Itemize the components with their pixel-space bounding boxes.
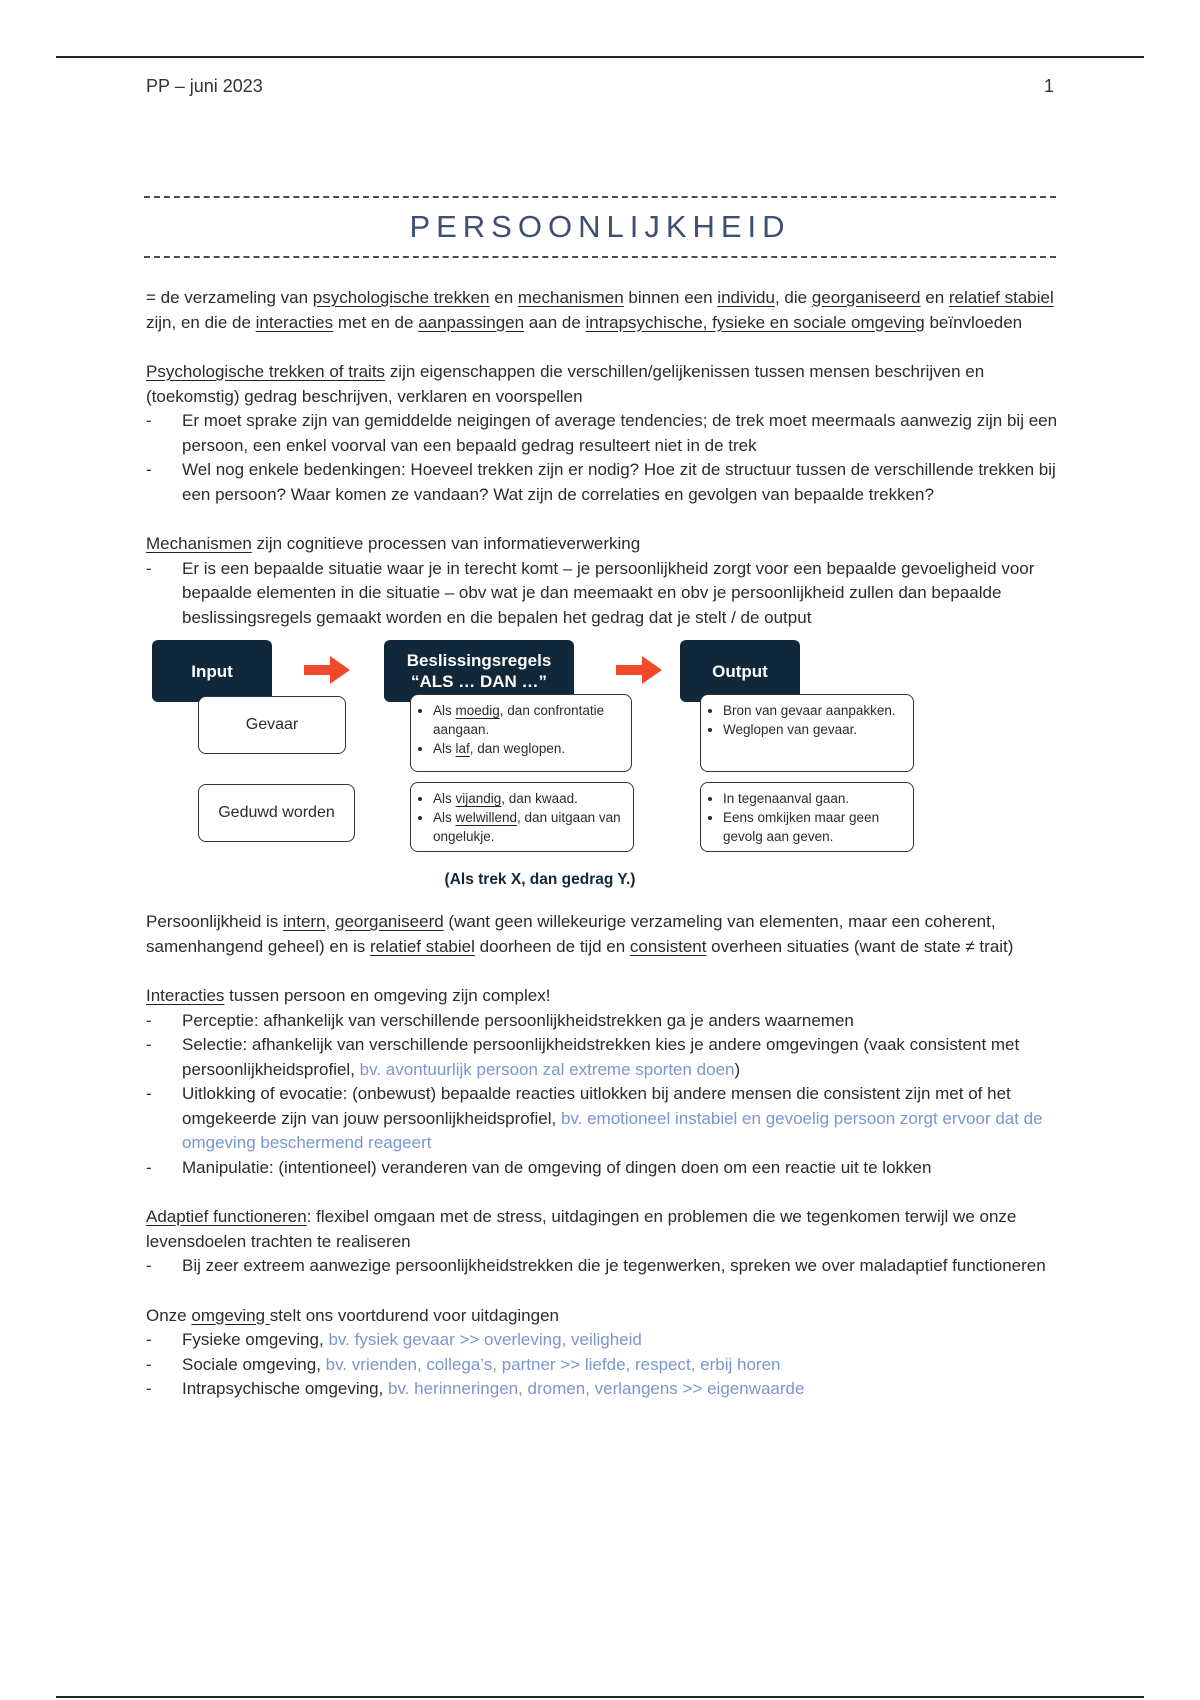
- header-left: PP – juni 2023: [146, 76, 263, 96]
- text: Persoonlijkheid is: [146, 912, 284, 931]
- text: , dan kwaad.: [501, 791, 578, 806]
- title-box: [144, 196, 1056, 258]
- input-box-geduwd: Geduwd worden: [198, 784, 355, 842]
- mechanisms-section: [146, 532, 1058, 630]
- list-item: - Manipulatie: (intentioneel) veranderen van de omgeving of dingen doen om een reactie uit te lokken: [146, 1156, 1058, 1181]
- adaptive-text: : flexibel omgaan met de stress, uitdagingen en problemen die we tegenkomen terwijl we onze levensdoelen trachten te realiseren: [146, 1207, 1017, 1251]
- output-item: • In tegenaanval gaan.: [723, 789, 905, 808]
- list-item: [146, 1328, 1058, 1353]
- environment-term: omgeving: [191, 1305, 270, 1325]
- traits-term: Psychologische trekken of traits: [146, 362, 386, 381]
- text: Uitlokking of evocatie: (onbewust) bepaalde reacties uitlokken bij andere mensen die consistent zijn met of het omgekeerde zijn van jouw persoonlijkheidsprofiel,: [182, 1084, 1011, 1128]
- document-body: [146, 286, 1058, 1402]
- underlined-term: intrapsychische, fysieke en sociale omgeving: [585, 312, 925, 332]
- text: ,: [325, 912, 335, 931]
- rule-item: [433, 808, 625, 846]
- text: ): [734, 1059, 741, 1079]
- text: = de verzameling van: [146, 288, 313, 307]
- arrow-right-icon: [304, 656, 350, 684]
- list-item: - Er is een bepaalde situatie waar je in terecht komt – je persoonlijkheid zorgt voor een bepaalde gevoeligheid voor bepaalde elementen in die situatie – obv wat je dan meemaakt en obv je persoonlijkheid zullen dan bepaalde beslissingsregels gemaakt worden en die bepalen het gedrag dat je stelt / de output: [146, 557, 1058, 631]
- output-item: • Eens omkijken maar geen gevolg aan geven.: [723, 808, 905, 846]
- underlined-term: psychologische trekken: [312, 288, 490, 307]
- output-item: • Bron van gevaar aanpakken.: [723, 701, 905, 720]
- example-text: bv. fysiek gevaar >> overleving, veiligheid: [328, 1330, 642, 1349]
- environment-section: [146, 1304, 1058, 1402]
- page-title: PERSOONLIJKHEID: [409, 208, 791, 244]
- text: beïnvloeden: [924, 312, 1023, 332]
- environment-text: stelt ons voortdurend voor uitdagingen: [269, 1305, 559, 1325]
- mechanisms-text: zijn cognitieve processen van informatieverwerking: [251, 534, 641, 553]
- text: Onze: [146, 1305, 192, 1325]
- list-item: [146, 1082, 1058, 1156]
- list-item: - Bij zeer extreem aanwezige persoonlijkheidstrekken die je tegenwerken, spreken we over maladaptief functioneren: [146, 1254, 1058, 1279]
- input-box-gevaar: Gevaar: [198, 696, 346, 754]
- text: , dan confrontatie aangaan.: [433, 703, 605, 737]
- text: Als: [433, 741, 456, 756]
- underlined-term: individu: [717, 288, 775, 307]
- underlined-term: mechanismen: [517, 288, 624, 307]
- text: (want geen willekeurige verzameling van elementen, maar een coherent, samenhangend geheel) en is: [146, 912, 996, 956]
- trait-word: moedig: [455, 703, 500, 718]
- output-item: • Weglopen van gevaar.: [723, 720, 905, 739]
- list-item: - Wel nog enkele bedenkingen: Hoeveel trekken zijn er nodig? Hoe zit de structuur tussen de verschillende trekken bij een persoon? Waar komen ze vandaan? Wat zijn de correlaties en gevolgen van bepaalde trekken?: [146, 458, 1058, 507]
- personality-paragraph: [146, 910, 1058, 959]
- list-item: [146, 1033, 1058, 1082]
- adaptive-section: [146, 1205, 1058, 1279]
- mechanisms-term: Mechanismen: [146, 534, 252, 553]
- rule-item: [433, 701, 623, 739]
- rule-item: [433, 789, 625, 808]
- text: Sociale omgeving,: [182, 1354, 326, 1374]
- trait-word: vijandig: [455, 791, 502, 806]
- interactions-section: [146, 984, 1058, 1180]
- output-box-1: [700, 694, 914, 772]
- underlined-term: georganiseerd: [811, 288, 921, 307]
- top-rule: [56, 56, 1144, 58]
- text: Als: [433, 810, 456, 825]
- underlined-term: aanpassingen: [418, 312, 525, 332]
- rule-box-2: [410, 782, 634, 852]
- text: en: [489, 288, 518, 307]
- list-item: [146, 1353, 1058, 1378]
- rule-item: [433, 739, 623, 758]
- text: , dan weglopen.: [469, 741, 566, 756]
- trait-word: welwillend: [455, 810, 518, 825]
- text: en: [920, 288, 949, 307]
- trait-word: laf: [455, 741, 470, 756]
- list-item: - Er moet sprake zijn van gemiddelde neigingen of average tendencies; de trek moet meermaals aanwezig zijn bij een persoon, een enkel voorval van een bepaald gedrag resulteert niet in de trek: [146, 409, 1058, 458]
- decision-rules-diagram: [152, 636, 932, 892]
- text: Fysieke omgeving,: [182, 1330, 329, 1349]
- list-item: [146, 1377, 1058, 1402]
- underlined-term: interacties: [255, 312, 334, 332]
- text: Intrapsychische omgeving,: [182, 1379, 388, 1398]
- underlined-term: intern: [283, 912, 326, 931]
- underlined-term: relatief stabiel: [370, 936, 475, 956]
- text: doorheen de tijd en: [474, 936, 630, 956]
- example-text: bv. herinneringen, dromen, verlangens >> eigenwaarde: [388, 1379, 805, 1398]
- input-header: Input: [152, 640, 272, 702]
- text: binnen een: [623, 288, 718, 307]
- underlined-term: consistent: [629, 936, 707, 956]
- output-box-2: [700, 782, 914, 852]
- traits-section: [146, 360, 1058, 507]
- text: , die: [774, 288, 812, 307]
- traits-text: zijn eigenschappen die verschillen/gelijkenissen tussen mensen beschrijven en (toekomstig) gedrag beschrijven, verklaren en voorspellen: [146, 362, 985, 406]
- arrow-right-icon: [616, 656, 662, 684]
- text: overheen situaties (want de state ≠ trait): [706, 936, 1014, 956]
- text: Als: [433, 791, 456, 806]
- definition-paragraph: [146, 286, 1058, 335]
- adaptive-term: Adaptief functioneren: [146, 1207, 307, 1226]
- text: , dan uitgaan van ongelukje.: [433, 810, 621, 844]
- rules-header: [384, 640, 574, 702]
- underlined-term: georganiseerd: [335, 912, 444, 931]
- bottom-rule: [56, 1696, 1144, 1698]
- rules-header-line: Beslissingsregels: [406, 651, 552, 670]
- text: zijn, en die de: [146, 312, 256, 332]
- text: Als: [433, 703, 456, 718]
- rule-box-1: [410, 694, 632, 772]
- text: aan de: [524, 312, 586, 332]
- example-text: bv. emotioneel instabiel en gevoelig persoon zorgt ervoor dat de omgeving beschermend reageert: [182, 1108, 1043, 1152]
- text: met en de: [333, 312, 419, 332]
- underlined-term: relatief stabiel: [948, 288, 1054, 307]
- page-number: 1: [1043, 76, 1054, 96]
- diagram-caption: (Als trek X, dan gedrag Y.): [444, 871, 636, 888]
- list-item: - Perceptie: afhankelijk van verschillende persoonlijkheidstrekken ga je anders waarnemen: [146, 1009, 1058, 1034]
- output-header: Output: [680, 640, 800, 702]
- interactions-term: Interacties: [146, 986, 225, 1005]
- text: Selectie: afhankelijk van verschillende persoonlijkheidstrekken kies je andere omgevingen (vaak consistent met persoonlijkheidsprofiel,: [182, 1035, 1020, 1079]
- rules-header-line: “ALS … DAN …”: [411, 672, 547, 691]
- example-text: bv. vrienden, collega’s, partner >> liefde, respect, erbij horen: [325, 1354, 781, 1374]
- example-text: bv. avontuurlijk persoon zal extreme sporten doen: [359, 1059, 735, 1079]
- interactions-text: tussen persoon en omgeving zijn complex!: [224, 986, 551, 1005]
